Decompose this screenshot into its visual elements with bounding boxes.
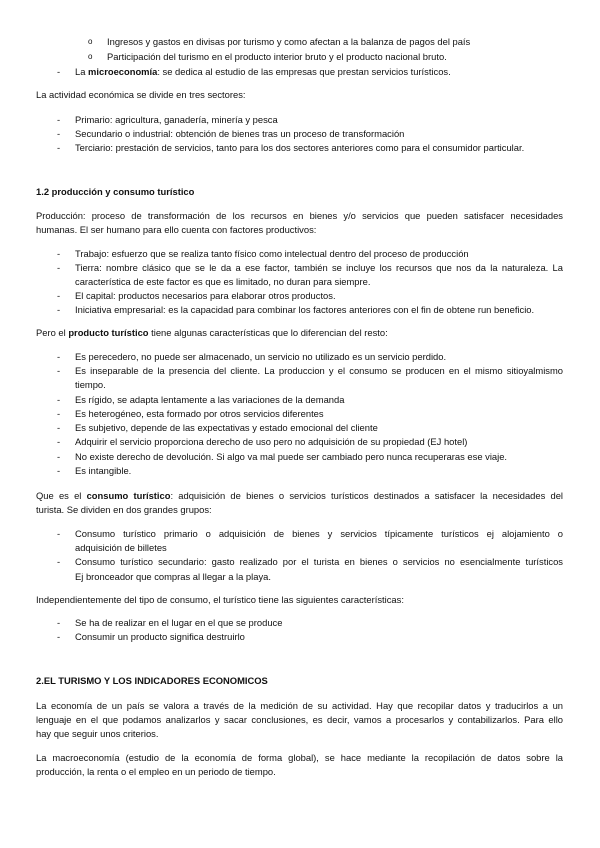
caracteristica-item: No existe derecho de devolución. Si algo va mal puede ser cambiado pero nunca recuperaras ese viaje. — [75, 451, 508, 462]
factor-item: Trabajo: esfuerzo que se realiza tanto físico como intelectual dentro del proceso de producción — [75, 248, 469, 259]
dash-bullet-icon: - — [57, 114, 61, 125]
dash-bullet-icon: - — [57, 451, 61, 462]
caract-consumo-item: Consumir un producto significa destruirlo — [75, 631, 245, 642]
dash-bullet-icon: - — [57, 66, 61, 77]
consumo-turistico-intro-continuation: turista. Se dividen en dos grandes grupos: — [36, 504, 212, 515]
dash-bullet-icon: - — [57, 142, 61, 153]
economia-paragraph: La economía de un país se valora a través de la medición de su actividad. Hay que recopilar datos y traducirlos a un — [36, 700, 563, 711]
caracteristica-item-continuation: tiempo. — [75, 379, 106, 390]
factor-item: Tierra: nombre clásico que se le da a ese factor, también se incluye los recursos que nos da la naturaleza. La — [75, 262, 563, 273]
sector-item: Terciario: prestación de servicios, tanto para los dos sectores anteriores como para el consumidor particular. — [75, 142, 525, 153]
sector-item: Secundario o industrial: obtención de bienes tras un proceso de transformación — [75, 128, 405, 139]
sub-list-item: Participación del turismo en el producto interior bruto y el producto nacional bruto. — [107, 51, 447, 62]
caracteristica-item: Es perecedero, no puede ser almacenado, un servicio no utilizado es un servicio perdido. — [75, 351, 447, 362]
dash-bullet-icon: - — [57, 408, 61, 419]
dash-bullet-icon: - — [57, 262, 61, 273]
dash-bullet-icon: - — [57, 128, 61, 139]
consumo-tipo-item-continuation: Ej bronceador que compras al llegar a la playa. — [75, 571, 271, 582]
dash-bullet-icon: - — [57, 556, 61, 567]
producto-turistico-intro: Pero el producto turístico tiene algunas características que lo diferencian del resto: — [36, 327, 388, 338]
caracteristica-item: Es inseparable de la presencia del cliente. La produccion y el consumo se producen en el mismo sitioyalmismo — [75, 365, 563, 376]
independiente-paragraph: Independientemente del tipo de consumo, el turístico tiene las siguientes características: — [36, 594, 404, 605]
caracteristica-item: Es subjetivo, depende de las expectativas y estado emocional del cliente — [75, 422, 378, 433]
sub-list-item: Ingresos y gastos en divisas por turismo y como afectan a la balanza de pagos del país — [107, 36, 471, 47]
section-heading-2: 2.EL TURISMO Y LOS INDICADORES ECONOMICOS — [36, 675, 268, 686]
consumo-turistico-intro: Que es el consumo turístico: adquisición de bienes o servicios turísticos destinados a satisfacer la necesidades del — [36, 490, 564, 501]
factor-item: Iniciativa empresarial: es la capacidad para combinar los factores anteriores con el fin de obtene run beneficio. — [75, 304, 535, 315]
dash-bullet-icon: - — [57, 465, 61, 476]
sectors-intro: La actividad económica se divide en tres sectores: — [36, 89, 246, 100]
macroeconomia-paragraph: producción, la renta o el empleo en un periodo de tiempo. — [36, 766, 276, 777]
dash-bullet-icon: - — [57, 351, 61, 362]
caracteristica-item: Adquirir el servicio proporciona derecho de uso pero no adquisición de su propiedad (EJ hotel) — [75, 436, 468, 447]
dash-bullet-icon: - — [57, 365, 61, 376]
section-heading-1-2: 1.2 producción y consumo turístico — [36, 186, 195, 197]
sector-item: Primario: agricultura, ganadería, minería y pesca — [75, 114, 278, 125]
caracteristica-item: Es heterogéneo, esta formado por otros servicios diferentes — [75, 408, 324, 419]
dash-bullet-icon: - — [57, 422, 61, 433]
dash-bullet-icon: - — [57, 436, 61, 447]
macroeconomia-paragraph: La macroeconomía (estudio de la economía de forma global), se hace mediante la recopilación de datos sobre la — [36, 752, 563, 763]
dash-bullet-icon: - — [57, 248, 61, 259]
dash-bullet-icon: - — [57, 304, 61, 315]
economia-paragraph: lenguaje en el que podamos analizarlos y sacar conclusiones, es decir, vamos a procesarlos y contabilizarlos. Para ello — [36, 714, 563, 725]
producto-turistico-term: producto turístico — [68, 327, 149, 338]
circle-bullet-icon: o — [88, 37, 93, 46]
circle-bullet-icon: o — [88, 52, 93, 61]
consumo-tipo-item: Consumo turístico secundario: gasto realizado por el turista en bienes o servicios no esencialmente turísticos — [75, 556, 563, 567]
factor-item: El capital: productos necesarios para elaborar otros productos. — [75, 290, 336, 301]
consumo-tipo-item: Consumo turístico primario o adquisición de bienes y servicios típicamente turísticos ej alojamiento o — [75, 528, 563, 539]
dash-bullet-icon: - — [57, 394, 61, 405]
economia-paragraph: hay que seguir unos criterios. — [36, 728, 159, 739]
microeconomia-term: microeconomía — [88, 66, 158, 77]
dash-bullet-icon: - — [57, 617, 61, 628]
microeconomia-item: La microeconomía: se dedica al estudio de las empresas que prestan servicios turísticos. — [75, 66, 451, 77]
caracteristica-item: Es intangible. — [75, 465, 132, 476]
consumo-turistico-term: consumo turístico — [86, 490, 171, 501]
caract-consumo-item: Se ha de realizar en el lugar en el que se produce — [75, 617, 283, 628]
dash-bullet-icon: - — [57, 528, 61, 539]
produccion-paragraph: humanas. El ser humano para ello cuenta con factores productivos: — [36, 224, 317, 235]
consumo-tipo-item-continuation: adquisición de billetes — [75, 542, 167, 553]
dash-bullet-icon: - — [57, 290, 61, 301]
factor-item-continuation: característica de este factor es que es limitado, no duran para siempre. — [75, 276, 371, 287]
caracteristica-item: Es rígido, se adapta lentamente a las variaciones de la demanda — [75, 394, 345, 405]
produccion-paragraph: Producción: proceso de transformación de los recursos en bienes y/o servicios que pueden satisfacer necesidades — [36, 210, 563, 221]
dash-bullet-icon: - — [57, 631, 61, 642]
